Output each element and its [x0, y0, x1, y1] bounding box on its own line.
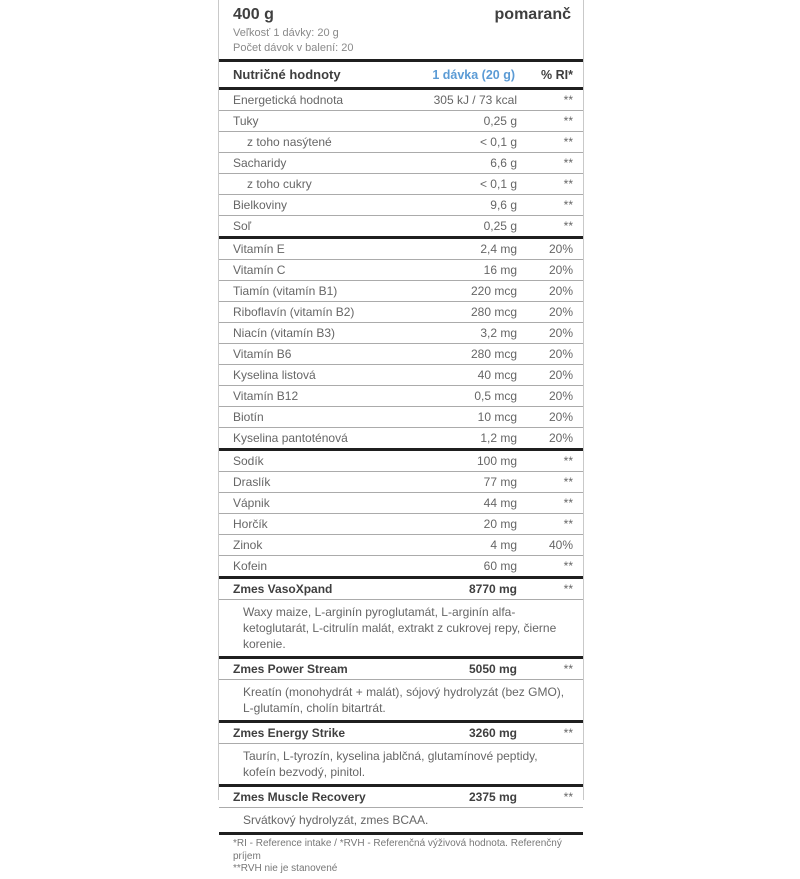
nutrient-label: Zmes Energy Strike — [233, 725, 346, 740]
table-row — [219, 784, 583, 807]
table-row — [219, 448, 583, 471]
nutrient-value: 280 mcg — [470, 304, 517, 319]
nutrient-value: 77 mg — [483, 474, 517, 489]
nutrient-value: 3,2 mg — [480, 325, 517, 340]
nutrient-value: < 0,1 g — [479, 176, 517, 191]
nutrient-ri-percent: ** — [563, 197, 573, 212]
nutrient-value: 40 mcg — [477, 367, 517, 382]
nutrient-ri-percent: 20% — [548, 283, 573, 298]
nutrient-label: Vitamín E — [233, 241, 285, 256]
nutrient-label: Vitamín C — [233, 262, 286, 277]
nutrient-value: 44 mg — [483, 495, 517, 510]
nutrient-value: 20 mg — [483, 516, 517, 531]
nutrient-value: < 0,1 g — [479, 134, 517, 149]
table-row — [219, 131, 583, 152]
nutrient-ri-percent: ** — [563, 474, 573, 489]
nutrient-ri-percent: 20% — [548, 430, 573, 445]
nutrient-ri-percent: ** — [563, 155, 573, 170]
nutrient-label: Kyselina pantoténová — [233, 430, 348, 445]
nutrient-ri-percent: ** — [563, 789, 573, 804]
nutrient-label: Zmes Power Stream — [233, 661, 348, 676]
nutrient-ri-percent: 20% — [548, 346, 573, 361]
nutrient-label: Sodík — [233, 453, 264, 468]
nutrient-value: 5050 mg — [468, 661, 517, 676]
nutrient-label: Vitamín B12 — [233, 388, 299, 403]
nutrient-label: Energetická hodnota — [233, 92, 344, 107]
nutrient-label: Bielkoviny — [233, 197, 288, 212]
table-row — [219, 427, 583, 448]
table-row — [219, 720, 583, 743]
nutrient-value: 100 mg — [476, 453, 517, 468]
nutrient-ri-percent: ** — [563, 113, 573, 128]
nutrient-ri-percent: 20% — [548, 409, 573, 424]
nutrient-ri-percent: 40% — [548, 537, 573, 552]
nutrient-value: 0,25 g — [483, 218, 517, 233]
nutrient-ri-percent: ** — [563, 495, 573, 510]
nutrient-label: Tuky — [233, 113, 259, 128]
nutrient-ri-percent: ** — [563, 725, 573, 740]
nutrient-value: 0,25 g — [483, 113, 517, 128]
table-row — [219, 110, 583, 131]
nutrient-ri-percent: ** — [563, 453, 573, 468]
nutrition-label-card — [218, 0, 584, 874]
table-row — [219, 576, 583, 599]
nutrient-value: 2,4 mg — [480, 241, 517, 256]
table-row — [219, 492, 583, 513]
ingredient-description-row: Taurín, L-tyrozín, kyselina jablčná, glutamínové peptidy, kofeín bezvodý, pinitol. — [219, 743, 583, 784]
nutrient-label: z toho nasýtené — [247, 134, 332, 149]
table-header-label: Nutričné hodnoty — [233, 67, 341, 82]
nutrient-label: Draslík — [233, 474, 271, 489]
table-row — [219, 215, 583, 236]
table-header-ri-column: % RI* — [541, 68, 573, 82]
table-row — [219, 385, 583, 406]
serving-size-note: Veľkosť 1 dávky: 20 g — [233, 27, 339, 39]
nutrient-ri-percent: 20% — [548, 304, 573, 319]
nutrient-value: 0,5 mcg — [474, 388, 517, 403]
nutrient-value: 9,6 g — [490, 197, 517, 212]
table-row — [219, 656, 583, 679]
nutrient-ri-percent: 20% — [548, 241, 573, 256]
nutrient-ri-percent: ** — [563, 134, 573, 149]
table-row — [219, 301, 583, 322]
nutrient-label: Tiamín (vitamín B1) — [233, 283, 338, 298]
table-header-serving-column: 1 dávka (20 g) — [432, 68, 515, 82]
nutrient-value: 4 mg — [490, 537, 517, 552]
footnote-rvh: **RVH nie je stanovené — [233, 863, 338, 874]
nutrient-ri-percent: 20% — [548, 388, 573, 403]
nutrient-value: 220 mcg — [470, 283, 517, 298]
nutrient-ri-percent: ** — [563, 581, 573, 596]
nutrient-label: Horčík — [233, 516, 268, 531]
table-row — [219, 152, 583, 173]
nutrient-value: 280 mcg — [470, 346, 517, 361]
label-header — [219, 0, 583, 59]
nutrient-ri-percent: ** — [563, 661, 573, 676]
table-row — [219, 513, 583, 534]
nutrient-label: Niacín (vitamín B3) — [233, 325, 336, 340]
nutrient-ri-percent: ** — [563, 176, 573, 191]
servings-per-package-note: Počet dávok v balení: 20 — [233, 42, 354, 54]
table-header-row — [219, 62, 583, 90]
nutrient-label: Riboflavín (vitamín B2) — [233, 304, 355, 319]
nutrient-value: 16 mg — [483, 262, 517, 277]
nutrient-label: Kofein — [233, 558, 268, 573]
table-row — [219, 471, 583, 492]
nutrient-ri-percent: ** — [563, 558, 573, 573]
nutrient-value: 1,2 mg — [480, 430, 517, 445]
nutrient-value: 6,6 g — [490, 155, 517, 170]
nutrient-value: 2375 mg — [468, 789, 517, 804]
flavor-name: pomaranč — [494, 6, 571, 23]
nutrient-ri-percent: ** — [563, 218, 573, 233]
package-weight: 400 g — [233, 6, 274, 23]
ingredient-description-row: Kreatín (monohydrát + malát), sójový hydrolyzát (bez GMO), L-glutamín, cholín bitartrát. — [219, 679, 583, 720]
table-row — [219, 280, 583, 301]
nutrient-ri-percent: 20% — [548, 367, 573, 382]
table-row — [219, 534, 583, 555]
table-row — [219, 173, 583, 194]
nutrient-value: 10 mcg — [477, 409, 517, 424]
table-row — [219, 343, 583, 364]
nutrient-label: Kyselina listová — [233, 367, 316, 382]
nutrient-label: Vitamín B6 — [233, 346, 292, 361]
table-row — [219, 236, 583, 259]
table-row — [219, 259, 583, 280]
table-row — [219, 364, 583, 385]
nutrient-ri-percent: 20% — [548, 325, 573, 340]
nutrient-ri-percent: ** — [563, 516, 573, 531]
nutrient-label: z toho cukry — [247, 176, 312, 191]
nutrient-label: Sacharidy — [233, 155, 287, 170]
nutrient-label: Soľ — [233, 218, 252, 233]
nutrient-label: Zinok — [233, 537, 263, 552]
nutrient-label: Zmes VasoXpand — [233, 581, 333, 596]
nutrient-value: 8770 mg — [468, 581, 517, 596]
table-row — [219, 322, 583, 343]
nutrient-ri-percent: ** — [563, 92, 573, 107]
nutrient-value: 60 mg — [483, 558, 517, 573]
table-row — [219, 555, 583, 576]
nutrition-rows — [219, 90, 583, 832]
nutrient-label: Vápnik — [233, 495, 270, 510]
nutrient-value: 305 kJ / 73 kcal — [433, 92, 517, 107]
table-row — [219, 90, 583, 110]
footnote-ri: *RI - Reference intake / *RVH - Referenčná výživová hodnota. Referenčný príjem — [233, 838, 562, 862]
nutrient-value: 3260 mg — [468, 725, 517, 740]
nutrient-ri-percent: 20% — [548, 262, 573, 277]
table-row — [219, 406, 583, 427]
ingredient-description-row: Waxy maize, L-arginín pyroglutamát, L-arginín alfa-ketoglutarát, L-citrulín malát, extrakt z cukrovej repy, čierne korenie. — [219, 599, 583, 656]
label-footnotes — [219, 832, 583, 879]
ingredient-description-row: Srvátkový hydrolyzát, zmes BCAA. — [219, 807, 583, 832]
table-row — [219, 194, 583, 215]
nutrient-label: Biotín — [233, 409, 264, 424]
nutrient-label: Zmes Muscle Recovery — [233, 789, 366, 804]
